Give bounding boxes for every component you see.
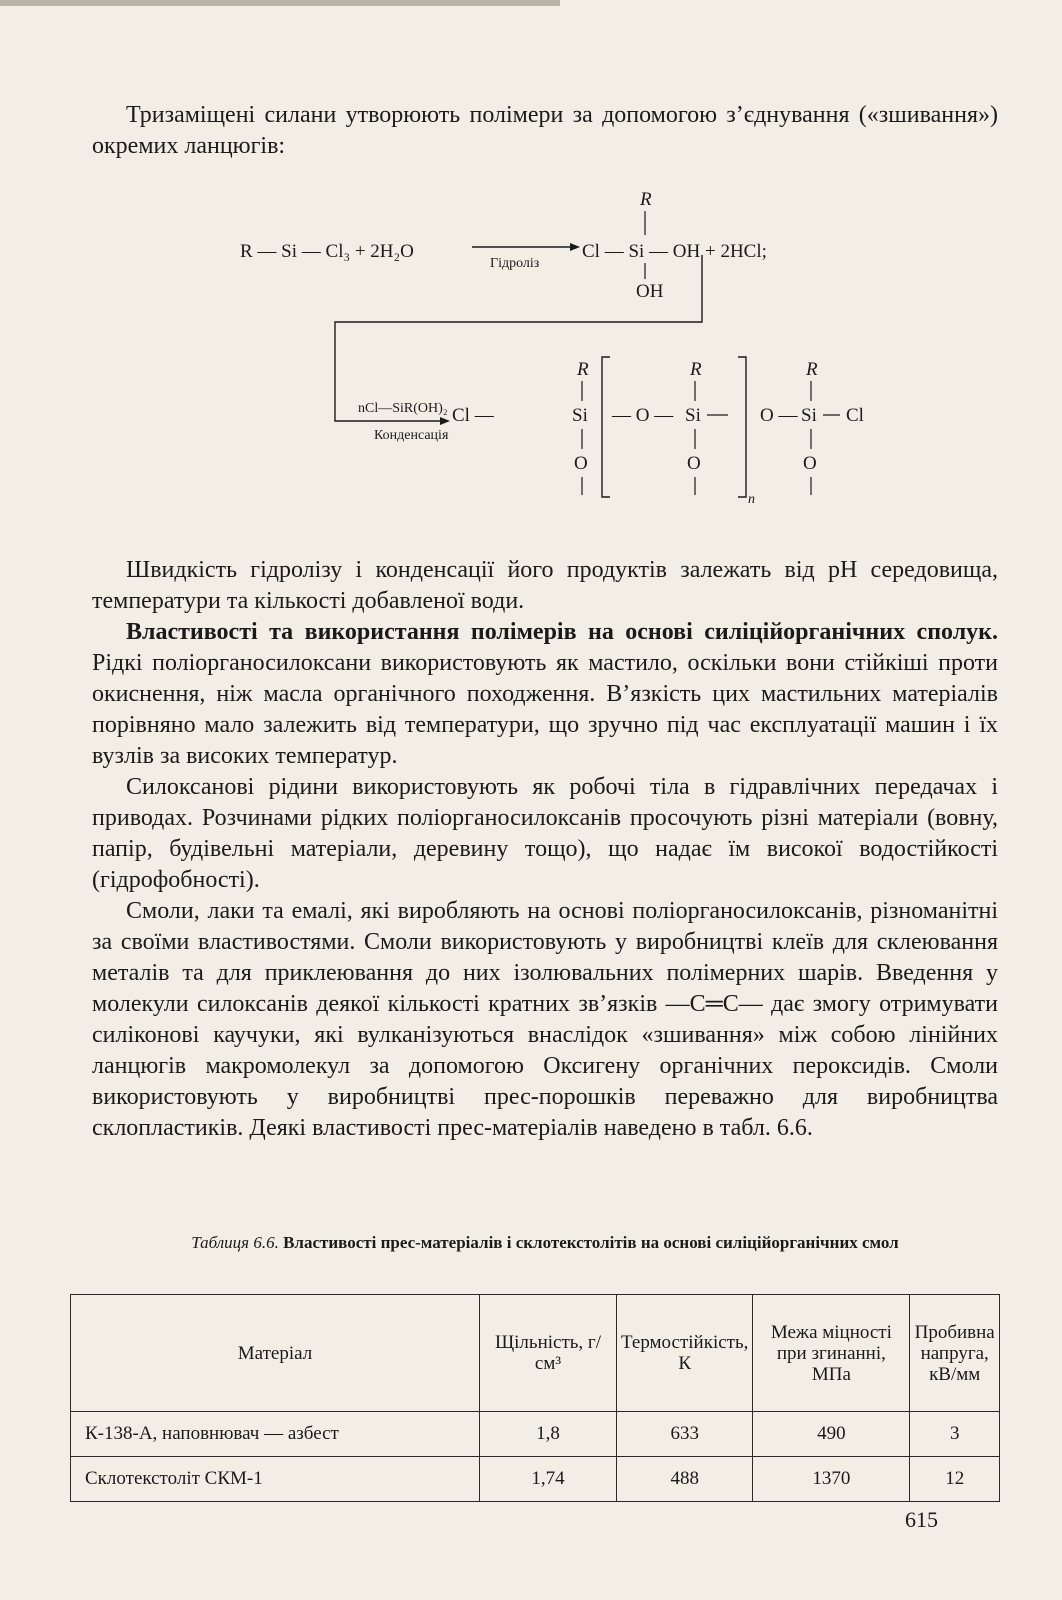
header-flexural-strength: Межа міцності при згинанні, МПа xyxy=(753,1295,910,1412)
hydrolysis-label: Гідроліз xyxy=(490,256,540,271)
paragraph-properties-text: Рідкі поліорганосилоксани використовують як мастило, оскільки вони стійкіші проти окиснення, ніж масла органічного походження. В’язкість цих мастильних матеріалів порівняно мало залежить від температури, що зручно під час експлуатації машин і їх вузлів за високих температур. xyxy=(92,650,998,769)
cell-breakdown-voltage: 12 xyxy=(910,1457,1000,1502)
section-heading: Властивості та використання полімерів на основі силіційорганічних сполук. xyxy=(126,619,998,645)
paragraph-properties xyxy=(92,617,998,772)
scan-edge-band xyxy=(0,0,560,6)
r-unit-1: R xyxy=(577,359,589,380)
paragraph-resins: Смоли, лаки та емалі, які виробляють на основі поліорганосилоксанів, різноманітні за своїми властивостями. Смоли використовують у виробництві клеїв для склеювання металів та для приклеювання до них ізолювальних полімерних шарів. Введення у молекули силоксанів деякої кількості кратних зв’язків —C═C— дає змогу отримувати силіконові каучуки, які вулканізуються внаслідок «зшивання» між собою лінійних ланцюгів макромолекул за допомогою Оксигену органічних пероксидів. Смоли використовують у виробництві прес-порошків переважно для виробництва склопластиків. Деякі властивості прес-матеріалів наведено в табл. 6.6. xyxy=(92,898,998,1141)
cl-right: Cl xyxy=(846,405,864,426)
condensation-label: Конденсація xyxy=(374,428,449,443)
si-unit-1: Si xyxy=(572,405,588,426)
o-unit-1: O xyxy=(574,453,588,474)
properties-table xyxy=(70,1294,1000,1502)
si-unit-3: Si xyxy=(801,405,817,426)
si-unit-2: Si xyxy=(685,405,701,426)
cell-density: 1,74 xyxy=(480,1457,617,1502)
table-row xyxy=(71,1412,1000,1457)
cl-left: Cl — xyxy=(452,405,494,426)
o-link-1: — O — xyxy=(612,405,674,426)
o-unit-3: O xyxy=(803,453,817,474)
cell-density: 1,8 xyxy=(480,1412,617,1457)
subscript-n: n xyxy=(748,492,755,507)
cell-material: Склотекстоліт СКМ-1 xyxy=(71,1457,480,1502)
header-material: Матеріал xyxy=(71,1295,480,1412)
condensation-arrow-head xyxy=(440,417,450,425)
header-density: Щільність, г/см³ xyxy=(480,1295,617,1412)
table-header-row xyxy=(71,1295,1000,1412)
hydrolysis-arrow-head xyxy=(570,243,580,251)
table-caption xyxy=(90,1232,1000,1254)
r-unit-3: R xyxy=(806,359,818,380)
r-group-top: R xyxy=(640,189,652,210)
bracket-left xyxy=(602,357,610,497)
paragraph-siloxane-fluids: Силоксанові рідини використовують як робочі тіла в гідравлічних передачах і приводах. Розчинами рідких поліорганосилоксанів просочують різні матеріали (вовну, папір, будівельні матеріали, деревину тощо), що надає їм високої водостійкості (гідрофобності). xyxy=(92,774,998,893)
table-row xyxy=(71,1457,1000,1502)
o-unit-2: O xyxy=(687,453,701,474)
reaction-scheme xyxy=(240,185,900,515)
reactant-left: R — Si — Cl₃ + 2H₂O xyxy=(240,241,414,262)
cell-flexural-strength: 490 xyxy=(753,1412,910,1457)
bracket-right xyxy=(738,357,746,497)
intro-paragraph: Тризаміщені силани утворюють полімери за допомогою з’єднування («зшивання») окремих ланцюгів: xyxy=(92,102,998,159)
condensation-reagent: nCl—SiR(OH)₂ xyxy=(358,401,448,416)
cell-heat-resistance: 633 xyxy=(617,1412,753,1457)
body-text xyxy=(92,555,998,1144)
oh-group: OH xyxy=(636,281,664,302)
cell-material: К-138-А, наповнювач — азбест xyxy=(71,1412,480,1457)
r-unit-2: R xyxy=(690,359,702,380)
table-caption-title: Властивості прес-матеріалів і склотекстолітів на основі силіційорганічних смол xyxy=(283,1233,899,1252)
header-breakdown-voltage: Пробивна напруга, кВ/мм xyxy=(910,1295,1000,1412)
product-1: Cl — Si — OH + 2HCl; xyxy=(582,241,767,262)
cell-heat-resistance: 488 xyxy=(617,1457,753,1502)
page-number: 615 xyxy=(905,1507,938,1532)
o-link-2: O — xyxy=(760,405,798,426)
table-caption-label: Таблиця 6.6. xyxy=(191,1233,279,1252)
paragraph-hydrolysis-rate: Швидкість гідролізу і конденсації його продуктів залежать від pH середовища, температури та кількості добавленої води. xyxy=(92,557,998,614)
cell-breakdown-voltage: 3 xyxy=(910,1412,1000,1457)
cell-flexural-strength: 1370 xyxy=(753,1457,910,1502)
header-heat-resistance: Термостійкість, К xyxy=(617,1295,753,1412)
connector-line xyxy=(335,255,702,421)
